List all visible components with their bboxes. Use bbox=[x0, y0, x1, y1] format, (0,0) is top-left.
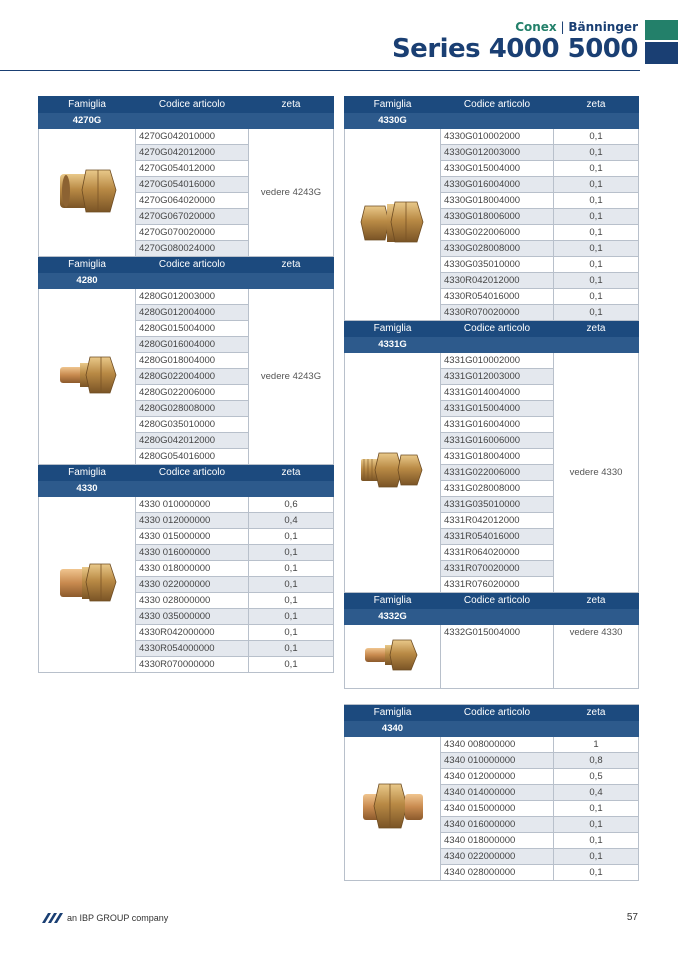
article-code: 4330G022006000 bbox=[441, 225, 554, 241]
family-name: 4280 bbox=[39, 273, 136, 289]
col-codice: Codice articolo bbox=[136, 97, 249, 113]
article-code: 4280G042012000 bbox=[136, 433, 249, 449]
zeta-value: 0,1 bbox=[249, 625, 334, 641]
zeta-value: 0,1 bbox=[554, 289, 639, 305]
article-code: 4330G010002000 bbox=[441, 129, 554, 145]
col-codice: Codice articolo bbox=[441, 593, 554, 609]
zeta-value: 0,4 bbox=[249, 513, 334, 529]
col-famiglia: Famiglia bbox=[345, 97, 441, 113]
article-code: 4331G016004000 bbox=[441, 417, 554, 433]
col-codice: Codice articolo bbox=[441, 97, 554, 113]
zeta-value: 0,8 bbox=[554, 753, 639, 769]
article-code: 4340 016000000 bbox=[441, 817, 554, 833]
article-code: 4330R054016000 bbox=[441, 289, 554, 305]
article-code: 4330G028008000 bbox=[441, 241, 554, 257]
article-code: 4280G016004000 bbox=[136, 337, 249, 353]
article-code: 4331G028008000 bbox=[441, 481, 554, 497]
zeta-value: 0,1 bbox=[554, 177, 639, 193]
article-code: 4331G022006000 bbox=[441, 465, 554, 481]
article-code: 4330 010000000 bbox=[136, 497, 249, 513]
table-header bbox=[345, 321, 639, 337]
zeta-value: 0,4 bbox=[554, 785, 639, 801]
zeta-value: 0,1 bbox=[554, 209, 639, 225]
article-code: 4330 028000000 bbox=[136, 593, 249, 609]
family-name: 4270G bbox=[39, 113, 136, 129]
table-row bbox=[345, 737, 639, 753]
zeta-note: vedere 4243G bbox=[249, 289, 334, 465]
col-zeta: zeta bbox=[554, 593, 639, 609]
article-code: 4330R042012000 bbox=[441, 273, 554, 289]
family-row bbox=[39, 273, 334, 289]
article-code: 4331G018004000 bbox=[441, 449, 554, 465]
table-header bbox=[39, 97, 334, 113]
footer-company: an IBP GROUP company bbox=[67, 913, 169, 923]
col-famiglia: Famiglia bbox=[39, 465, 136, 481]
col-famiglia: Famiglia bbox=[345, 705, 441, 721]
brand-blue-block bbox=[645, 42, 678, 64]
zeta-value: 0,6 bbox=[249, 497, 334, 513]
fitting-4330G-image bbox=[357, 194, 429, 250]
article-code: 4330R054000000 bbox=[136, 641, 249, 657]
article-code: 4270G070020000 bbox=[136, 225, 249, 241]
col-zeta: zeta bbox=[249, 465, 334, 481]
article-code: 4330 022000000 bbox=[136, 577, 249, 593]
table-header bbox=[345, 97, 639, 113]
table-row bbox=[39, 289, 334, 305]
table-row bbox=[345, 129, 639, 145]
article-code: 4330 012000000 bbox=[136, 513, 249, 529]
page-title: Series 4000 5000 bbox=[391, 34, 638, 64]
article-code: 4340 028000000 bbox=[441, 865, 554, 881]
right-table bbox=[344, 96, 639, 881]
table-row bbox=[345, 625, 639, 689]
zeta-value: 0,5 bbox=[554, 769, 639, 785]
table-header bbox=[39, 465, 334, 481]
col-codice: Codice articolo bbox=[441, 321, 554, 337]
article-code: 4340 010000000 bbox=[441, 753, 554, 769]
article-code: 4270G054012000 bbox=[136, 161, 249, 177]
zeta-value: 0,1 bbox=[249, 545, 334, 561]
zeta-value: 0,1 bbox=[554, 273, 639, 289]
article-code: 4280G012003000 bbox=[136, 289, 249, 305]
col-famiglia: Famiglia bbox=[345, 321, 441, 337]
family-row bbox=[39, 481, 334, 497]
table-header bbox=[39, 257, 334, 273]
article-code: 4331R064020000 bbox=[441, 545, 554, 561]
article-code: 4332G015004000 bbox=[441, 625, 554, 689]
article-code: 4270G054016000 bbox=[136, 177, 249, 193]
article-code: 4330 015000000 bbox=[136, 529, 249, 545]
brand-conex: Conex bbox=[515, 20, 557, 34]
family-name: 4331G bbox=[345, 337, 441, 353]
article-code: 4330 018000000 bbox=[136, 561, 249, 577]
family-row bbox=[345, 609, 639, 625]
zeta-value: 0,1 bbox=[554, 129, 639, 145]
fitting-4340-image bbox=[357, 776, 429, 836]
article-code: 4330R042000000 bbox=[136, 625, 249, 641]
article-code: 4330 035000000 bbox=[136, 609, 249, 625]
article-code: 4270G064020000 bbox=[136, 193, 249, 209]
article-code: 4340 014000000 bbox=[441, 785, 554, 801]
article-code: 4331R070020000 bbox=[441, 561, 554, 577]
table-row bbox=[39, 129, 334, 145]
article-code: 4331G012003000 bbox=[441, 369, 554, 385]
zeta-value: 0,1 bbox=[249, 609, 334, 625]
zeta-value: 0,1 bbox=[249, 657, 334, 673]
article-code: 4270G067020000 bbox=[136, 209, 249, 225]
product-image-4330 bbox=[39, 497, 136, 673]
article-code: 4270G042012000 bbox=[136, 145, 249, 161]
zeta-value: 0,1 bbox=[554, 161, 639, 177]
col-codice: Codice articolo bbox=[136, 257, 249, 273]
zeta-value: 0,1 bbox=[554, 193, 639, 209]
article-code: 4331R042012000 bbox=[441, 513, 554, 529]
zeta-note: vedere 4243G bbox=[249, 129, 334, 257]
brand-logo: Conex | Bänninger bbox=[515, 20, 638, 34]
article-code: 4331G035010000 bbox=[441, 497, 554, 513]
brand-banninger: Bänninger bbox=[568, 20, 638, 34]
table-header bbox=[345, 593, 639, 609]
article-code: 4330R070000000 bbox=[136, 657, 249, 673]
article-code: 4280G054016000 bbox=[136, 449, 249, 465]
article-code: 4340 012000000 bbox=[441, 769, 554, 785]
article-code: 4340 015000000 bbox=[441, 801, 554, 817]
table-spacer bbox=[345, 689, 639, 705]
zeta-note: vedere 4330 bbox=[554, 625, 639, 689]
family-row bbox=[345, 337, 639, 353]
col-famiglia: Famiglia bbox=[39, 97, 136, 113]
zeta-value: 0,1 bbox=[249, 593, 334, 609]
fitting-4330-image bbox=[52, 557, 122, 607]
product-image-4340 bbox=[345, 737, 441, 881]
article-code: 4330G018004000 bbox=[441, 193, 554, 209]
family-name: 4330G bbox=[345, 113, 441, 129]
zeta-value: 0,1 bbox=[554, 849, 639, 865]
zeta-value: 0,1 bbox=[249, 577, 334, 593]
zeta-value: 1 bbox=[554, 737, 639, 753]
article-code: 4331G014004000 bbox=[441, 385, 554, 401]
article-code: 4280G012004000 bbox=[136, 305, 249, 321]
article-code: 4330G012003000 bbox=[441, 145, 554, 161]
col-zeta: zeta bbox=[249, 97, 334, 113]
fitting-4280-image bbox=[52, 349, 122, 399]
zeta-value: 0,1 bbox=[554, 833, 639, 849]
article-code: 4330 016000000 bbox=[136, 545, 249, 561]
col-zeta: zeta bbox=[554, 705, 639, 721]
table-row bbox=[39, 497, 334, 513]
fitting-4270G-image bbox=[52, 160, 122, 220]
product-image-4270G bbox=[39, 129, 136, 257]
zeta-note: vedere 4330 bbox=[554, 353, 639, 593]
zeta-value: 0,1 bbox=[249, 529, 334, 545]
product-image-4330G bbox=[345, 129, 441, 321]
article-code: 4280G015004000 bbox=[136, 321, 249, 337]
zeta-value: 0,1 bbox=[554, 225, 639, 241]
article-code: 4330G018006000 bbox=[441, 209, 554, 225]
article-code: 4340 022000000 bbox=[441, 849, 554, 865]
product-image-4331G bbox=[345, 353, 441, 593]
article-code: 4331G015004000 bbox=[441, 401, 554, 417]
product-image-4332G bbox=[345, 625, 441, 689]
col-zeta: zeta bbox=[554, 321, 639, 337]
article-code: 4331G016006000 bbox=[441, 433, 554, 449]
col-famiglia: Famiglia bbox=[39, 257, 136, 273]
zeta-value: 0,1 bbox=[554, 257, 639, 273]
zeta-value: 0,1 bbox=[554, 145, 639, 161]
fitting-4331G-image bbox=[357, 445, 429, 495]
article-code: 4330G016004000 bbox=[441, 177, 554, 193]
table-row bbox=[345, 353, 639, 369]
product-image-4280 bbox=[39, 289, 136, 465]
article-code: 4330G015004000 bbox=[441, 161, 554, 177]
col-famiglia: Famiglia bbox=[345, 593, 441, 609]
brand-green-block bbox=[645, 20, 678, 40]
article-code: 4331G010002000 bbox=[441, 353, 554, 369]
header-divider bbox=[0, 70, 640, 71]
page-number: 57 bbox=[626, 912, 638, 923]
zeta-value: 0,1 bbox=[249, 641, 334, 657]
zeta-value: 0,1 bbox=[554, 305, 639, 321]
ibp-logo-icon bbox=[42, 913, 64, 923]
article-code: 4280G018004000 bbox=[136, 353, 249, 369]
article-code: 4331R054016000 bbox=[441, 529, 554, 545]
family-row bbox=[345, 721, 639, 737]
family-name: 4332G bbox=[345, 609, 441, 625]
family-name: 4330 bbox=[39, 481, 136, 497]
zeta-value: 0,1 bbox=[554, 241, 639, 257]
article-code: 4280G035010000 bbox=[136, 417, 249, 433]
article-code: 4330G035010000 bbox=[441, 257, 554, 273]
col-codice: Codice articolo bbox=[441, 705, 554, 721]
article-code: 4270G042010000 bbox=[136, 129, 249, 145]
article-code: 4270G080024000 bbox=[136, 241, 249, 257]
article-code: 4330R070020000 bbox=[441, 305, 554, 321]
article-code: 4280G022004000 bbox=[136, 369, 249, 385]
zeta-value: 0,1 bbox=[554, 817, 639, 833]
col-codice: Codice articolo bbox=[136, 465, 249, 481]
col-zeta: zeta bbox=[554, 97, 639, 113]
zeta-value: 0,1 bbox=[554, 801, 639, 817]
zeta-value: 0,1 bbox=[249, 561, 334, 577]
left-table bbox=[38, 96, 334, 673]
zeta-value: 0,1 bbox=[554, 865, 639, 881]
article-code: 4340 018000000 bbox=[441, 833, 554, 849]
family-row bbox=[345, 113, 639, 129]
article-code: 4331R076020000 bbox=[441, 577, 554, 593]
table-header bbox=[345, 705, 639, 721]
col-zeta: zeta bbox=[249, 257, 334, 273]
fitting-4332G-image bbox=[361, 634, 425, 674]
article-code: 4340 008000000 bbox=[441, 737, 554, 753]
family-row bbox=[39, 113, 334, 129]
family-name: 4340 bbox=[345, 721, 441, 737]
article-code: 4280G022006000 bbox=[136, 385, 249, 401]
article-code: 4280G028008000 bbox=[136, 401, 249, 417]
